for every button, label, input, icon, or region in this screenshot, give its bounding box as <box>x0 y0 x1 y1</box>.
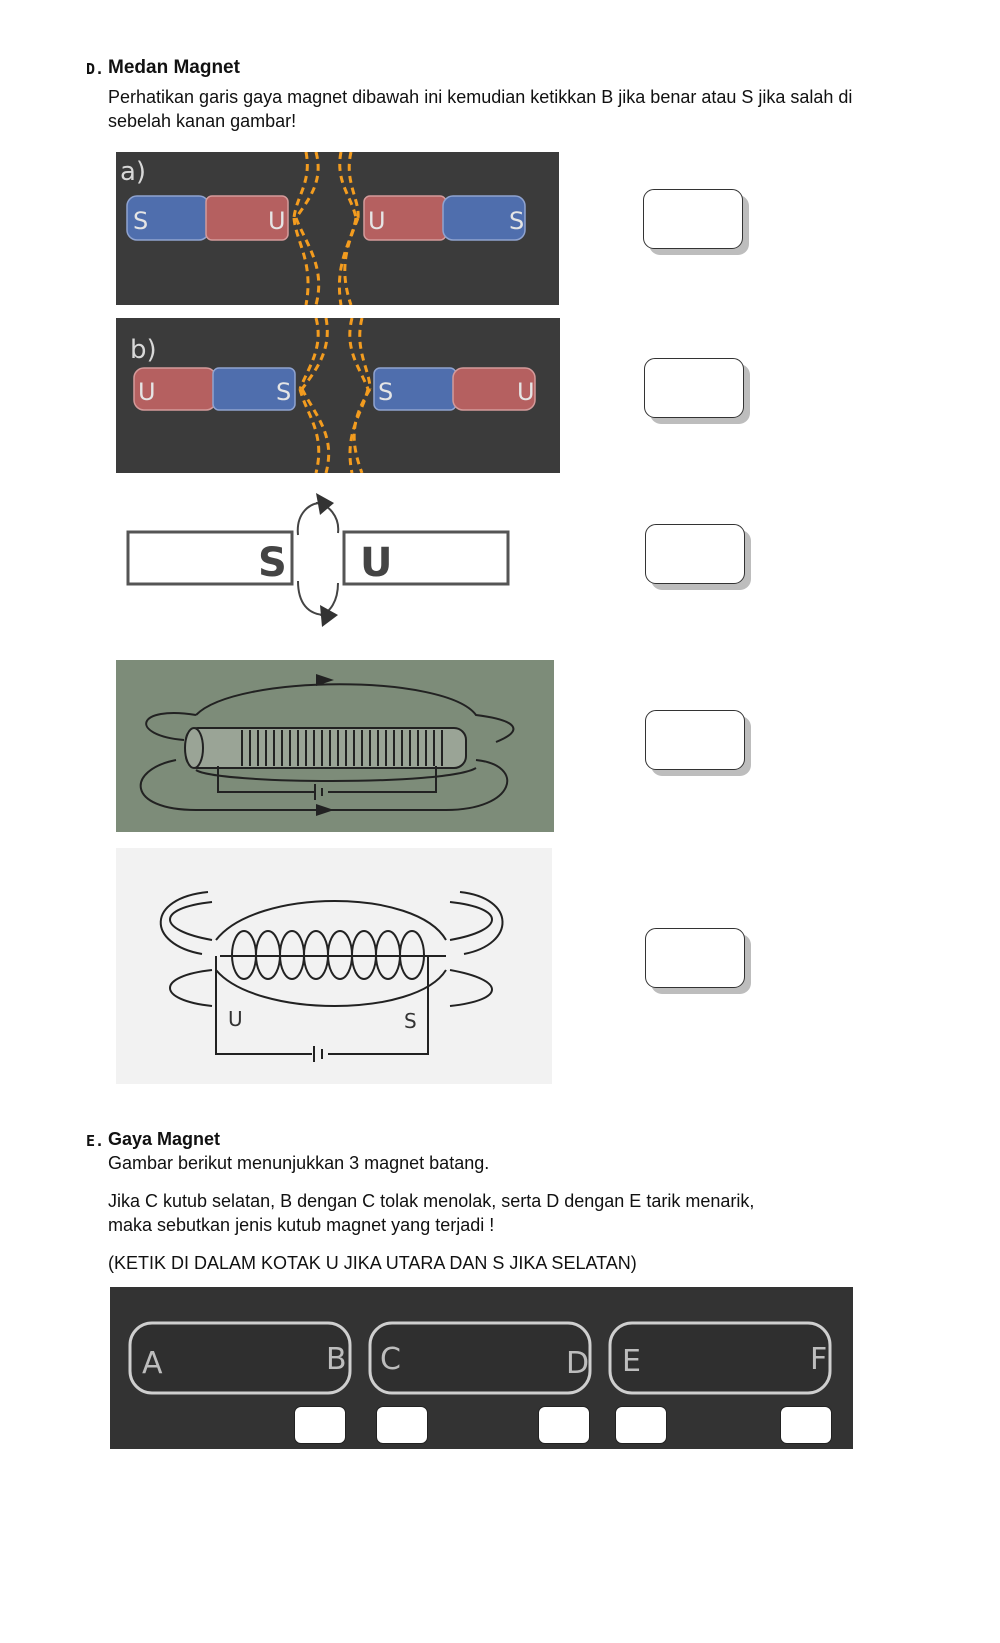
figure-e-diagram <box>116 848 552 1084</box>
magnet-bars-diagram <box>110 1287 853 1449</box>
figure-a-right-pole-1: U <box>368 207 386 235</box>
answer-box-d[interactable] <box>645 710 745 770</box>
figure-c <box>116 485 556 645</box>
section-d-instruction-line-1: Perhatikan garis gaya magnet dibawah ini kemudian ketikkan B jika benar atau S jika salah di <box>108 87 853 107</box>
section-d-letter: D. <box>86 60 105 78</box>
figure-b-label: b) <box>130 335 157 365</box>
figure-a-label: a) <box>120 157 147 187</box>
figure-e-pole-left: U <box>228 1007 243 1031</box>
figure-a-diagram <box>116 152 559 305</box>
answer-box-c-pole[interactable] <box>376 1406 428 1444</box>
figure-e <box>116 848 552 1084</box>
answer-box-e[interactable] <box>645 928 745 988</box>
figure-a-left-pole-2: U <box>268 207 286 235</box>
answer-box-b[interactable] <box>644 358 744 418</box>
figure-b-diagram <box>116 318 560 473</box>
magnet-bars-figure <box>110 1287 853 1449</box>
section-e-line-3: maka sebutkan jenis kutub magnet yang terjadi ! <box>108 1215 495 1235</box>
figure-c-diagram <box>116 485 556 645</box>
figure-e-pole-right: S <box>404 1009 417 1033</box>
figure-b-right-pole-1: S <box>378 378 394 406</box>
section-e-line-4: (KETIK DI DALAM KOTAK U JIKA UTARA DAN S JIKA SELATAN) <box>108 1253 637 1273</box>
magnet-1-right-label: B <box>326 1342 347 1377</box>
section-e-title: Gaya Magnet <box>108 1129 221 1149</box>
magnet-3-left-label: E <box>622 1344 641 1379</box>
figure-d <box>116 660 554 832</box>
section-d-title: Medan Magnet <box>108 57 240 78</box>
figure-b-left-pole-2: S <box>276 378 292 406</box>
figure-c-left-pole: S <box>258 540 287 586</box>
section-e-line-2: Jika C kutub selatan, B dengan C tolak menolak, serta D dengan E tarik menarik, <box>108 1191 755 1211</box>
figure-b <box>116 318 560 473</box>
magnet-2-right-label: D <box>566 1346 590 1381</box>
figure-d-diagram <box>116 660 554 832</box>
section-d-instruction-line-2: sebelah kanan gambar! <box>108 111 297 131</box>
magnet-2-left-label: C <box>380 1342 401 1377</box>
figure-a <box>116 152 559 305</box>
magnet-3-right-label: F <box>810 1342 828 1377</box>
magnet-1-left-label: A <box>142 1346 163 1381</box>
answer-box-e-pole[interactable] <box>615 1406 667 1444</box>
figure-a-right-pole-2: S <box>509 207 525 235</box>
answer-box-c[interactable] <box>645 524 745 584</box>
answer-box-d-pole[interactable] <box>538 1406 590 1444</box>
answer-box-f-pole[interactable] <box>780 1406 832 1444</box>
figure-a-left-pole-1: S <box>133 207 149 235</box>
figure-c-right-pole: U <box>360 540 393 586</box>
section-e-letter: E. <box>86 1132 105 1150</box>
figure-b-left-pole-1: U <box>138 378 156 406</box>
answer-box-b-pole[interactable] <box>294 1406 346 1444</box>
answer-box-a[interactable] <box>643 189 743 249</box>
figure-b-right-pole-2: U <box>517 378 535 406</box>
section-e-line-1: Gambar berikut menunjukkan 3 magnet batang. <box>108 1153 490 1173</box>
